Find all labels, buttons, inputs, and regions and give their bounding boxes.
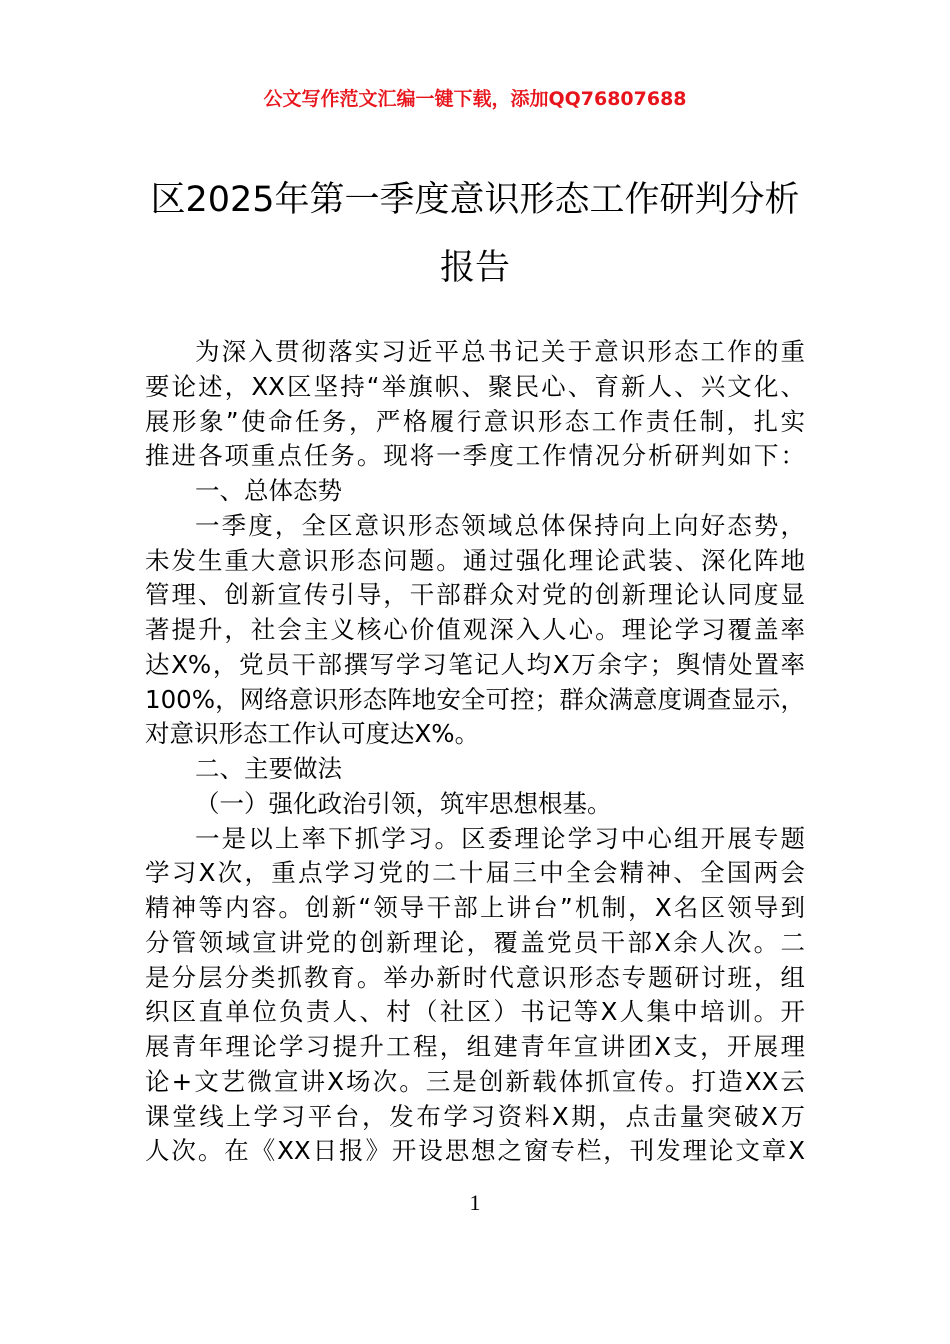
page-number: 1 xyxy=(469,1190,481,1215)
text-line: 推进各项重点任务。现将一季度工作情况分析研判如下： xyxy=(145,441,805,471)
text-line: 展形象”使命任务，严格履行意识形态工作责任制，扎实 xyxy=(145,406,805,436)
text-line: 是分层分类抓教育。举办新时代意识形态专题研讨班，组 xyxy=(145,962,805,992)
text-line: 织区直单位负责人、村（社区）书记等X人集中培训。开 xyxy=(145,997,805,1027)
text-line: 展青年理论学习提升工程，组建青年宣讲团X支，开展理 xyxy=(145,1032,805,1061)
text-line: 为深入贯彻落实习近平总书记关于意识形态工作的重 xyxy=(195,337,805,366)
text-line: 未发生重大意识形态问题。通过强化理论武装、深化阵地 xyxy=(145,545,805,575)
text-line: 人次。在《XX日报》开设思想之窗专栏，刊发理论文章X xyxy=(145,1136,805,1166)
document-body xyxy=(145,335,805,1169)
document-title-line-1: 区2025年第一季度意识形态工作研判分析 xyxy=(150,180,800,220)
text-line: 管理、创新宣传引导，干部群众对党的创新理论认同度显 xyxy=(145,580,805,610)
text-line: 一季度，全区意识形态领域总体保持向上向好态势， xyxy=(195,510,805,540)
text-line: 要论述，XX区坚持“举旗帜、聚民心、育新人、兴文化、 xyxy=(145,371,805,401)
text-line: 达X%，党员干部撰写学习笔记人均X万余字；舆情处置率 xyxy=(145,649,805,679)
text-line: 分管领域宣讲党的创新理论，覆盖党员干部X余人次。二 xyxy=(145,927,805,957)
text-line: 一、总体态势 xyxy=(195,476,342,505)
text-line: 对意识形态工作认可度达X%。 xyxy=(145,719,480,749)
text-line: 一是以上率下抓学习。区委理论学习中心组开展专题 xyxy=(195,823,805,853)
text-line: 二、主要做法 xyxy=(195,754,342,783)
text-line: 学习X次，重点学习党的二十届三中全会精神、全国两会 xyxy=(145,858,805,888)
text-line: 课堂线上学习平台，发布学习资料X期，点击量突破X万 xyxy=(145,1101,805,1131)
text-line: 精神等内容。创新“领导干部上讲台”机制，X名区领导到 xyxy=(145,893,805,922)
text-line: 论+文艺微宣讲X场次。三是创新载体抓宣传。打造XX云 xyxy=(145,1066,805,1096)
header-download-note: 公文写作范文汇编一键下载，添加QQ76807688 xyxy=(263,88,687,110)
text-line: （一）强化政治引领，筑牢思想根基。 xyxy=(195,788,612,818)
text-line: 著提升，社会主义核心价值观深入人心。理论学习覆盖率 xyxy=(145,615,805,644)
text-line: 100%，网络意识形态阵地安全可控；群众满意度调查显示， xyxy=(145,684,805,714)
document-title-line-2: 报告 xyxy=(439,248,510,288)
